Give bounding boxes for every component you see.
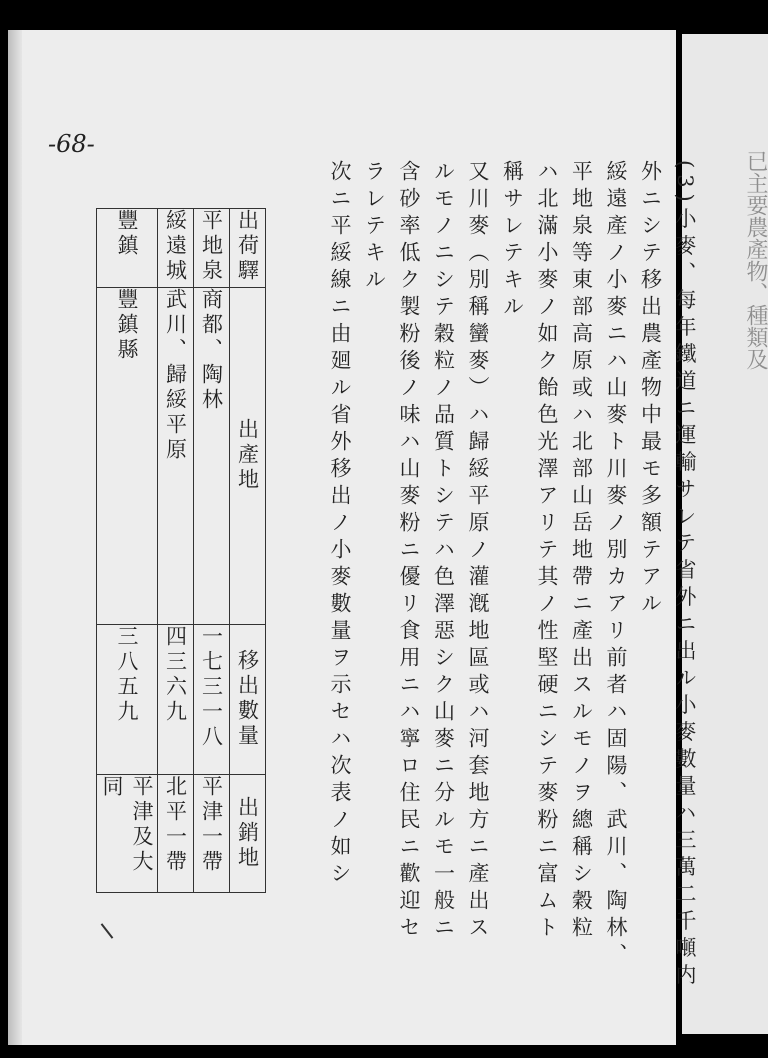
paragraph-line: 綏遠產ノ小麥ニハ山麥ト川麥ノ別カアリ前者ハ固陽、武川、陶林、 — [604, 160, 628, 970]
paragraph-line: ラレテキル — [362, 160, 387, 295]
paragraph-line: 又川麥（別稱蠻麥）ハ歸綏平原ノ灌漑地區或ハ河套地方ニ產出ス — [466, 160, 490, 943]
cell-station: 平地泉 — [194, 209, 230, 288]
header-quantity: 移出數量 — [230, 624, 266, 774]
paragraph-line: (3)小麥、每年鐵道ニ運輸サレテ省外ニ出ル小麥數量ハ三萬二千噸内 — [673, 160, 697, 991]
cell-destination: 北平一帶 — [158, 774, 194, 892]
page-binding-edge — [8, 30, 22, 1045]
paragraph-line: 次ニ平綏線ニ由廻ル省外移出ノ小麥數量ヲ示セハ次表ノ如シ — [328, 160, 352, 889]
table-row — [194, 209, 230, 893]
cell-station: 豐鎮 — [97, 209, 158, 288]
cell-region: 豐鎮縣 — [97, 287, 158, 624]
paragraph-line: 稱サレテキル — [500, 160, 525, 322]
cell-region: 武川、歸綏平原 — [158, 287, 194, 624]
cell-quantity: 四三六九 — [158, 624, 194, 774]
paragraph-line: ハ北滿小麥ノ如ク飴色光澤アリテ其ノ性堅硬ニシテ麥粉ニ富ムト — [535, 160, 559, 943]
page-number: -68- — [48, 130, 95, 158]
cell-region: 商都、陶林 — [194, 287, 230, 624]
wheat-shipment-table — [96, 208, 266, 893]
cell-destination: 平津一帶 — [194, 774, 230, 892]
table-row — [97, 209, 158, 893]
body-text — [323, 160, 703, 991]
cell-destination: 平津及大同 — [97, 774, 158, 892]
header-station: 出荷驛 — [230, 209, 266, 288]
paragraph-line: ルモノニシテ穀粒ノ品質トシテハ色澤惡シク山麥ニ分ルモ一般ニ — [431, 160, 456, 943]
table-row — [158, 209, 194, 893]
header-destination: 出銷地 — [230, 774, 266, 892]
table-header-row — [230, 209, 266, 893]
header-region: 出產地 — [230, 287, 266, 624]
cell-quantity: 三八五九 — [97, 624, 158, 774]
paragraph-line: 外ニシテ移出農產物中最モ多額テアル — [638, 160, 663, 619]
paragraph-line: 平地泉等東部高原或ハ北部山岳地帶ニ產出スルモノヲ總稱シ穀粒 — [569, 160, 594, 943]
cell-quantity: 一七三一八 — [194, 624, 230, 774]
cell-station: 綏遠城 — [158, 209, 194, 288]
adjacent-page-text: 已主要農產物、種類及 — [743, 150, 768, 370]
paragraph-line: 含砂率低ク製粉後ノ味ハ山麥粉ニ優リ食用ニハ寧ロ住民ニ歡迎セ — [397, 160, 421, 943]
